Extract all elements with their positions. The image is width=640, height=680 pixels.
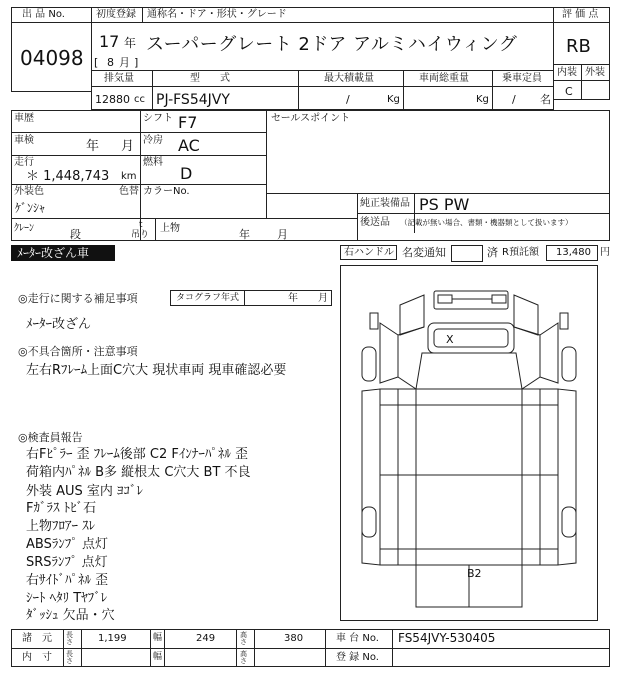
width-value: 249 (196, 633, 216, 644)
inspector-line: Fｶﾞﾗｽ ﾄﾋﾞ石 (26, 501, 97, 516)
side-panel-left (362, 389, 380, 565)
max-load-label: 最大積載量 (324, 73, 374, 84)
name-change-box (451, 245, 483, 262)
chassis-label: 車 台 No. (336, 633, 379, 644)
tacho-month-unit: 月 (318, 293, 328, 304)
exterior-score-label: 外装 (585, 67, 605, 78)
height-value: 380 (284, 633, 304, 644)
model-label: 型 式 (190, 73, 230, 84)
cab-outline (400, 295, 424, 335)
eval-score: RB (566, 36, 591, 57)
name-label: 通称名・ドア・形状・グレード (147, 9, 287, 20)
cab-roof-left-lamp (438, 295, 452, 303)
recycle-prefix: 済 (487, 246, 498, 259)
wheel-rear-right (562, 507, 576, 537)
crane-hang-unit: 吊り (131, 230, 150, 240)
reg-year: 17 (99, 32, 120, 51)
meter-tamper-text: ﾒｰﾀｰ改ざん車 (17, 246, 90, 260)
cab-roof (434, 291, 508, 309)
reg-no-label: 登 録 No. (336, 652, 379, 663)
month-bracket-open: [ (94, 56, 99, 69)
driving-label: ◎走行に関する補足事項 (18, 292, 138, 305)
capacity-unit: 名 (540, 93, 551, 106)
inspection-month-unit: 月 (121, 139, 135, 154)
dims-label: 諸 元 (22, 633, 52, 644)
side-panel-right (558, 389, 576, 565)
tacho-year-unit: 年 (288, 293, 298, 304)
model-code: PJ-FS54JVY (156, 92, 230, 108)
gvw-label: 車両総重量 (419, 73, 469, 84)
interior-width-label: 幅 (153, 652, 163, 662)
displacement-unit: cc (134, 94, 145, 105)
retrofit-label: 後送品 (360, 217, 390, 228)
recycle-unit: 円 (600, 247, 610, 258)
equipment-value: PS PW (419, 195, 470, 214)
body-month-unit: 月 (277, 228, 288, 241)
inspector-line: ABSﾗﾝﾌﾟ 点灯 (26, 537, 108, 552)
gvw-unit: Kg (476, 94, 489, 105)
inspector-line: ﾀﾞｯｼｭ 欠品・穴 (26, 608, 115, 623)
length-label: 長さ (66, 631, 73, 646)
history-label: 車歴 (14, 113, 34, 124)
inspector-line: ｼｰﾄ ﾍﾀﾘ Tﾔﾌﾞﾚ (26, 591, 108, 606)
capacity-value: / (512, 93, 516, 106)
tacho-label: タコグラフ年式 (176, 293, 240, 303)
crane-label: ｸﾚｰﾝ (14, 223, 34, 234)
width-label: 幅 (153, 633, 163, 643)
cab-front (416, 353, 522, 389)
body-year-unit: 年 (239, 228, 250, 241)
color-code-label: カラーNo. (143, 186, 190, 197)
mileage-value: ＊ 1,448,743 (26, 169, 110, 184)
driving-note: ﾒｰﾀｰ改ざん (26, 317, 92, 332)
interior-score: C (565, 85, 573, 98)
inspector-line: 右Fﾋﾟﾗｰ 歪 ﾌﾚｰﾑ後部 C2 Fｲﾝﾅｰﾊﾟﾈﾙ 歪 (26, 447, 248, 462)
reg-month-unit: 月 (119, 56, 130, 69)
inspector-line: 右ｻｲﾄﾞﾊﾟﾈﾙ 歪 (26, 573, 109, 588)
fuel-label: 燃料 (143, 157, 163, 168)
inspection-year-unit: 年 (86, 139, 100, 154)
mirror-left (370, 313, 378, 329)
ac-value: AC (178, 136, 200, 155)
diagram-mark-front: X (446, 333, 454, 346)
name-change-label: 名変通知 (402, 246, 446, 259)
retrofit-note: （記載が無い場合、書類・機器類として扱います） (400, 218, 573, 227)
vehicle-name: スーパーグレート 2ドア アルミハイウィング (146, 34, 518, 55)
height-label: 高さ (240, 631, 247, 646)
shift-label: シフト (143, 113, 173, 124)
cab-roof-right-lamp (492, 295, 506, 303)
equipment-label: 純正装備品 (360, 198, 410, 209)
inspector-line: 荷箱内ﾊﾟﾈﾙ B多 縦根太 C穴大 BT 不良 (26, 465, 251, 480)
chassis-number: FS54JVY-530405 (398, 631, 496, 645)
defect-label: ◎不具合箇所・注意事項 (18, 345, 138, 358)
wheel-front-left (362, 347, 376, 381)
shift-value: F7 (178, 113, 198, 132)
windshield (428, 323, 514, 353)
cab-outline-right (514, 295, 538, 335)
cab-left-side (380, 323, 398, 383)
fuel-value: D (180, 164, 193, 183)
month-bracket-close: ] (134, 56, 139, 69)
color-no-label: 色替 (119, 186, 139, 197)
displacement-value: 12880 (95, 93, 130, 106)
inspector-label: ◎検査員報告 (18, 431, 83, 444)
inspector-line: 外装 AUS 室内 ﾖｺﾞﾚ (26, 484, 144, 499)
interior-score-label: 内装 (557, 67, 577, 78)
interior-dims-label: 内 寸 (22, 652, 52, 663)
inspector-line: SRSﾗﾝﾌﾟ 点灯 (26, 555, 108, 570)
diagram-mark-rear: B2 (467, 567, 482, 580)
interior-height-label: 高さ (240, 650, 247, 665)
eval-label: 評 価 点 (562, 9, 599, 20)
cargo-roof (416, 389, 522, 565)
mirror-right (560, 313, 568, 329)
mileage-label: 走行 (14, 157, 34, 168)
crane-step-unit: 段 (70, 228, 81, 241)
crane-ton-unit: t (139, 220, 143, 230)
capacity-label: 乗車定員 (502, 73, 542, 84)
lot-label: 出 品 No. (22, 9, 65, 20)
body-label: 上物 (160, 223, 180, 234)
defect-note: 左右Rﾌﾚｰﾑ上面C穴大 現状車両 現車確認必要 (26, 363, 287, 378)
ac-label: 冷房 (143, 135, 163, 146)
max-load-value: / (346, 93, 350, 106)
right-hand-label: 右ハンドル (344, 247, 394, 258)
ext-color-value: ｹﾞﾝｼｬ (15, 201, 46, 215)
first-reg-label: 初度登録 (96, 9, 136, 20)
inspector-line: 上物ﾌﾛｱｰ ｽﾚ (26, 519, 96, 534)
wheel-rear-left (362, 507, 376, 537)
ext-color-label: 外装色 (14, 186, 44, 197)
selling-points-label: セールスポイント (271, 113, 351, 124)
mileage-unit: km (121, 171, 137, 182)
recycle-label: R預託額 (502, 247, 539, 258)
reg-year-unit: 年 (124, 36, 137, 50)
length-value: 1,199 (98, 633, 127, 644)
cab-right-side (540, 323, 558, 383)
wheel-front-right (562, 347, 576, 381)
displacement-label: 排気量 (104, 73, 134, 84)
reg-month: 8 (107, 56, 114, 69)
interior-length-label: 長さ (66, 650, 73, 665)
max-load-unit: Kg (387, 94, 400, 105)
lot-number: 04098 (20, 46, 84, 70)
inspection-label: 車検 (14, 135, 34, 146)
recycle-amount: 13,480 (556, 247, 591, 258)
